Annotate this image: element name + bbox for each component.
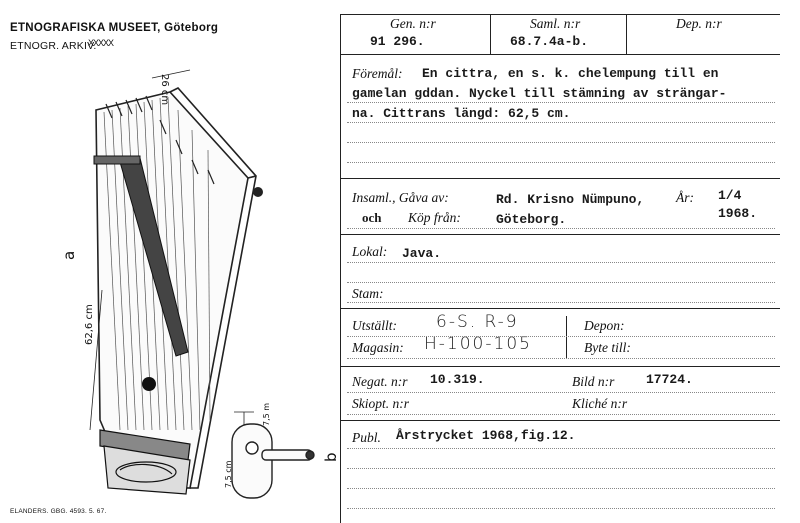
zither-top-bar [94, 156, 140, 164]
rule [347, 488, 775, 489]
publ-value: Årstrycket 1968,fig.12. [396, 428, 576, 443]
museum-title: ETNOGRAFISKA MUSEET, Göteborg [10, 22, 219, 34]
negat-value: 10.319. [430, 372, 485, 387]
header-bottom-border [340, 54, 780, 55]
archive-subtitle: ETNOGR. ARKIV. [10, 40, 97, 52]
byte-label: Byte till: [584, 340, 631, 355]
utstallt-value: 6-S. R-9 [436, 312, 519, 332]
section-border [340, 420, 780, 421]
magasin-label: Magasin: [352, 340, 404, 355]
rule [347, 302, 775, 303]
rule [347, 102, 775, 103]
gen-value: 91 296. [370, 34, 425, 49]
col-div-3 [566, 316, 567, 358]
bild-value: 17724. [646, 372, 693, 387]
section-border [340, 178, 780, 179]
section-border [340, 308, 780, 309]
magasin-value: H-100-105 [424, 334, 532, 354]
saml-value: 68.7.4a-b. [510, 34, 589, 49]
depon-label: Depon: [584, 318, 625, 333]
section-border [340, 234, 780, 235]
rule [347, 358, 775, 359]
utstallt-label: Utställt: [352, 318, 398, 333]
publ-label: Publ. [352, 430, 381, 445]
rule [347, 448, 775, 449]
rule [347, 336, 775, 337]
top-border [340, 14, 780, 15]
foremal-line-3: na. Cittrans längd: 62,5 cm. [352, 106, 571, 121]
dim-key-width-label: 7,5 cm [224, 460, 233, 488]
side-knob [253, 187, 263, 197]
rule [347, 262, 775, 263]
label-a: a [60, 250, 78, 260]
col-div-1 [490, 14, 491, 54]
ar-value-2: 1968. [718, 206, 758, 221]
printer-imprint: ELANDERS. GBG. 4593. 5. 67. [10, 508, 107, 515]
label-b: b [322, 452, 340, 462]
foremal-line-2: gamelan gddan. Nyckel till stämning av strängar- [352, 86, 727, 101]
negat-label: Negat. n:r [352, 374, 408, 389]
foremal-line-1: En cittra, en s. k. chelempung till en [422, 66, 719, 81]
sound-hole [142, 377, 156, 391]
bild-label: Bild n:r [572, 374, 615, 389]
foremal-label: Föremål: [352, 66, 403, 81]
dim-width-label: 26 cm [159, 74, 170, 106]
card-left-border [340, 14, 341, 523]
rule [347, 414, 775, 415]
rule [347, 468, 775, 469]
rule [347, 122, 775, 123]
ar-value-1: 1/4 [718, 188, 742, 203]
dim-key-height-label: 7,5 m [262, 402, 271, 426]
skiopt-label: Skiopt. n:r [352, 396, 409, 411]
kop-label: Köp från: [408, 210, 461, 225]
lokal-value: Java. [402, 246, 442, 261]
lokal-label: Lokal: [352, 244, 388, 259]
rule [347, 508, 775, 509]
kliche-label: Kliché n:r [572, 396, 628, 411]
och-label: och [362, 210, 382, 225]
section-border [340, 366, 780, 367]
strikeout-mark: XXXXX [88, 38, 114, 48]
tuning-key-drawing [232, 424, 314, 498]
rule [347, 282, 775, 283]
insaml-label: Insaml., Gåva av: [352, 190, 449, 205]
rule [347, 392, 775, 393]
insaml-value: Rd. Krisno Nümpuno, [496, 192, 645, 207]
saml-label: Saml. n:r [530, 16, 581, 31]
dep-label: Dep. n:r [676, 16, 722, 31]
stam-label: Stam: [352, 286, 384, 301]
gen-label: Gen. n:r [390, 16, 436, 31]
col-div-2 [626, 14, 627, 54]
rule [347, 162, 775, 163]
ar-label: År: [676, 190, 694, 205]
rule [347, 142, 775, 143]
dim-length-label: 62,6 cm [84, 304, 95, 345]
rule [347, 228, 775, 229]
kop-value: Göteborg. [496, 212, 567, 227]
